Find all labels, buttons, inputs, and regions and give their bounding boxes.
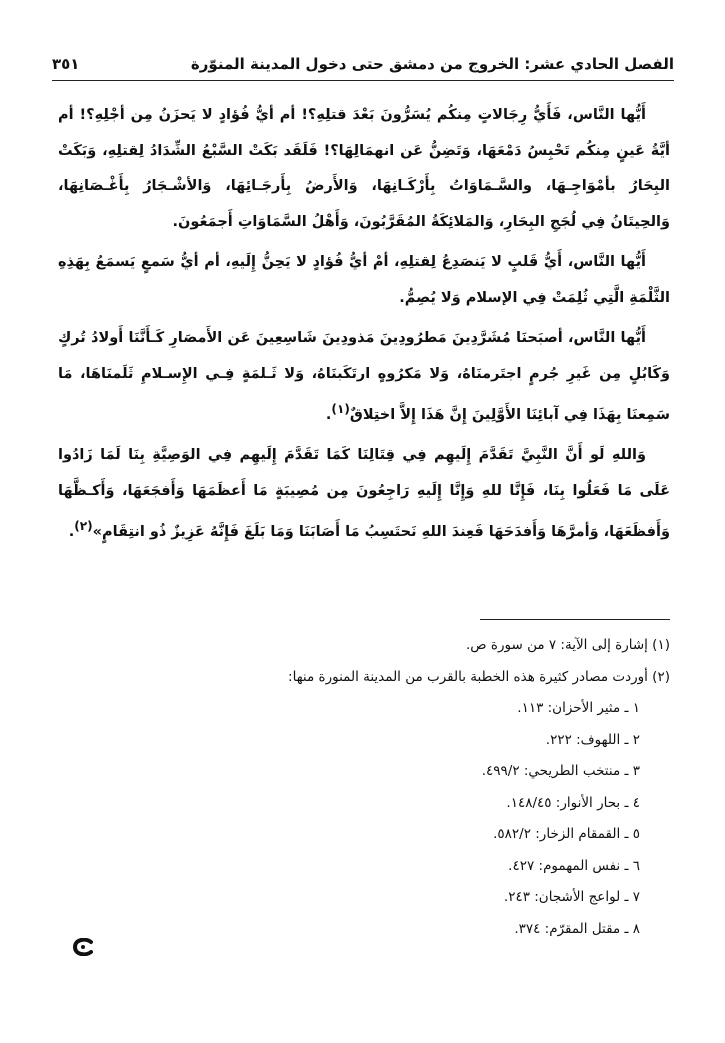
list-item: ٣ ـ منتخب الطريحي: ٤٩٩/٢. [481, 763, 640, 779]
paragraph-4-text: وَاللهِ لَو أَنَّ النَّبِيَّ تَقَدَّمَ إِلَيهِم فِي قِتَالِنَا كَمَا تَقَدَّمَ إِلَيهِم فِي الوَصِيَّةِ بِنَا لَمَا زَادُوا عَلَى مَا فَعَلُوا بِنَا، فَإِنَّا للهِ وَإِنَّا إِلَيهِ رَاجِعُونَ مِن مُصِيبَةٍ مَا أَعظَمَهَا وَأَفجَعَهَا، وَأَكـظَّهَا وَأَفظَعَهَا، وَأمرَّهَا وَأَفدَحَهَا فَعِندَ اللهِ نَحتَسِبُ مَا أَصَابَنَا وَمَا بَلَغَ فَإِنَّهُ عَزِيزٌ ذُو انتِقَامٍ» [58, 447, 670, 541]
footnotes [100, 630, 670, 945]
footnote-1: (١) إشارة إلى الآية: ٧ من سورة ص. [466, 637, 670, 653]
list-item: ٥ ـ القمقام الزخار: ٥٨٢/٢. [493, 826, 640, 842]
paragraph-1: أَيُّها النَّاس، فَأَيُّ رِجَالاتٍ مِنكُم يُسَرُّونَ بَعْدَ قتلِهِ؟! أم أيُّ فُؤادٍ لا يَحزَنُ مِن أجْلِهِ؟! أم أيَّةُ عَينٍ مِنكُم تَحْبِسُ دَمْعَهَا، وَتَضِنُّ عَن انهمَالِهَا؟! فَلَقَد بَكَتْ السَّبْعُ الشِّدَادُ لِقتلِهِ، وَبَكَتْ البِحَارُ بأمْوَاجِـهَا، والسَّـمَاوَاتُ بِأَرْكَـانِهَا، وَالأَرضُ بِأَرجَـائِهَا، وَالأشْـجَارُ بِأَغْـصَانِهَا، وَالحِيتَانُ فِي لُجَجِ البِحَارِ، وَالمَلائِكَةُ المُقَرَّبُونَ، وَأَهْلُ السَّمَاوَاتِ أَجمَعُونَ. [58, 107, 670, 230]
header-divider [52, 80, 674, 81]
source-list [100, 693, 670, 945]
paragraph-3-text: أَيُّها النَّاس، أصبَحنَا مُشَرَّدِينَ مَطرُودِينَ مَذودِينَ شَاسِعِينَ عَن الأَمصَارِ كَـأَنَّنَا أَولادُ تُركٍ وَكَابُلٍ مِن غَيرِ جُرمٍ اجتَرمنَاهُ، وَلا مَكرُوهٍ ارتَكَبنَاهُ، وَلا ثَـلمَةٍ فِـي الإِسـلامِ ثَلَمنَاهَا، مَا سَمِعنَا بِهَذَا فِي آبائِنَا الأَوَّلِينَ إِنَّ هَذَا إِلاَّ اختِلاقٌ [58, 330, 670, 423]
footnote-ref-2[interactable]: (٢) [74, 519, 93, 534]
page-number: ٣٥١ [52, 55, 80, 73]
chapter-title: الفصل الحادي عشر: الخروج من دمشق حتى دخول المدينة المنوّرة [190, 55, 674, 73]
paragraph-4: وَاللهِ لَو أَنَّ النَّبِيَّ تَقَدَّمَ إِلَيهِم فِي قِتَالِنَا كَمَا تَقَدَّمَ إِلَيهِم فِي الوَصِيَّةِ بِنَا لَمَا زَادُوا عَلَى مَا فَعَلُوا بِنَا، فَإِنَّا للهِ وَإِنَّا إِلَيهِ رَاجِعُونَ مِن مُصِيبَةٍ مَا أَعظَمَهَا وَأَفجَعَهَا، وَأَكـظَّهَا وَأَفظَعَهَا، وَأمرَّهَا وَأَفدَحَهَا فَعِندَ اللهِ نَحتَسِبُ مَا أَصَابَنَا وَمَا بَلَغَ فَإِنَّهُ عَزِيزٌ ذُو انتِقَامٍ»$^{(٢)}$. [58, 447, 670, 541]
paragraph-2: أَيُّها النَّاس، أَيُّ قَلبٍ لا يَنصَدِعُ لِقتلِهِ، أمْ أيُّ فُؤادٍ لا يَحِنُّ إِلَيهِ، أم أيُّ سَمعٍ يَسمَعُ بِهَذِهِ الثَّلْمَةِ الَّتِي ثُلِمَتْ فِي الإسلام وَلا يُصِمُّ. [58, 254, 670, 306]
paragraph-3: أَيُّها النَّاس، أصبَحنَا مُشَرَّدِينَ مَطرُودِينَ مَذودِينَ شَاسِعِينَ عَن الأَمصَارِ كَـأَنَّنَا أَولادُ تُركٍ وَكَابُلٍ مِن غَيرِ جُرمٍ اجتَرمنَاهُ، وَلا مَكرُوهٍ ارتَكَبنَاهُ، وَلا ثَـلمَةٍ فِـي الإِسـلامِ ثَلَمنَاهَا، مَا سَمِعنَا بِهَذَا فِي آبائِنَا الأَوَّلِينَ إِنَّ هَذَا إِلاَّ اختِلاقٌ$^{(١)}$. [58, 330, 670, 423]
page-header [52, 50, 674, 78]
footnote-ref-1[interactable]: (١) [331, 402, 350, 416]
list-item: ١ ـ مثير الأحزان: ١١٣. [517, 700, 640, 716]
main-text [58, 98, 670, 556]
footnote-divider [480, 619, 670, 620]
list-item: ٦ ـ نفس المهموم: ٤٢٧. [508, 857, 640, 874]
list-item: ٤ ـ بحار الأنوار: ١٤٨/٤٥. [506, 794, 640, 811]
list-item: ٢ ـ اللهوف: ٢٢٢. [545, 731, 640, 748]
footnote-2: (٢) أوردت مصادر كثيرة هذه الخطبة بالقرب من المدينة المنورة منها: [288, 668, 670, 685]
list-item: ٧ ـ لواعج الأشجان: ٢٤٣. [503, 889, 640, 905]
list-item: ٨ ـ مقتل المقرّم: ٣٧٤. [514, 920, 640, 937]
end-mark-icon [72, 938, 94, 956]
